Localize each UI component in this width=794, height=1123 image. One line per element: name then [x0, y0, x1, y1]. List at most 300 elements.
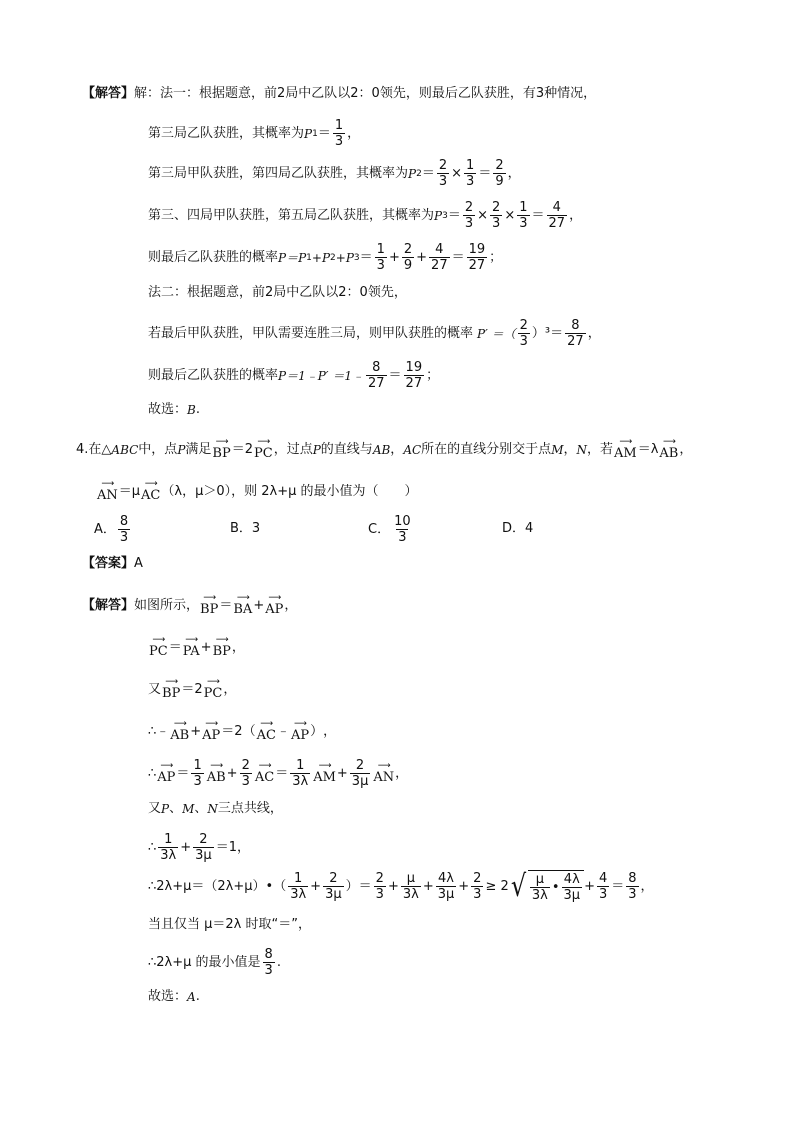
method-two-text: 法二：根据题意，前2局中乙队以2：0领先，	[148, 285, 407, 300]
vector-label: BA	[233, 602, 253, 617]
fraction	[374, 871, 386, 902]
vector-ab: ⟶ AB	[206, 761, 226, 785]
numerator: 1	[334, 118, 344, 133]
plus: +	[253, 597, 265, 613]
team-a-probability-line	[148, 318, 601, 349]
separator: 、	[169, 801, 183, 816]
solution2-line-4	[148, 720, 336, 743]
period: .	[195, 402, 200, 417]
fraction	[350, 758, 371, 789]
case-one-line	[148, 118, 360, 149]
equals: ＝	[388, 367, 402, 383]
comma: ，	[640, 878, 654, 894]
equals-two: ＝2	[231, 441, 253, 457]
equals: ＝	[611, 878, 625, 894]
total-text: 则最后乙队获胜的概率	[148, 249, 279, 265]
team-b-text: 则最后乙队获胜的概率	[148, 367, 279, 383]
plus: +	[310, 878, 322, 894]
choice-text: 故选：	[148, 989, 188, 1004]
plus: +	[584, 878, 595, 894]
denominator: 3μ	[437, 887, 455, 902]
denominator: 3	[119, 530, 129, 545]
comma: ，	[323, 723, 337, 739]
numerator: 1	[193, 758, 202, 773]
subscript: 1	[312, 128, 318, 139]
vector-label: PC	[149, 644, 168, 659]
option-b	[230, 521, 260, 537]
numerator: 1	[164, 832, 173, 847]
option-b-label: B．3	[230, 521, 261, 536]
denominator: 9	[495, 174, 504, 189]
p-prime-expr: P′ ＝（	[477, 326, 516, 341]
numerator: 1	[296, 758, 305, 773]
total-probability-line	[148, 242, 502, 273]
plus: +	[422, 878, 434, 894]
denominator: 3	[628, 887, 637, 902]
fraction	[565, 318, 586, 349]
denominator: 3	[376, 258, 385, 273]
solution2-line-10	[148, 947, 281, 978]
vector-label: AM	[313, 770, 336, 785]
vector-label: PA	[182, 644, 200, 659]
comma: ，	[223, 681, 237, 697]
period: .	[276, 954, 281, 970]
numerator: 2	[355, 758, 365, 773]
comma: ，	[569, 207, 583, 223]
denominator: 3	[241, 774, 250, 789]
vector-label: BP	[212, 446, 231, 461]
subscript: 2	[330, 252, 336, 263]
equals: ＝	[168, 639, 182, 655]
numerator: 8	[119, 514, 129, 529]
numerator: 10	[394, 514, 411, 529]
period: .	[195, 989, 200, 1004]
stem-text: 的直线与	[320, 441, 373, 457]
solution2-choice	[148, 989, 200, 1005]
vector-ap: ⟶ AP	[157, 761, 176, 785]
vector-pa: ⟶ PA	[182, 635, 200, 659]
numerator: 4	[435, 242, 444, 257]
method-two-line	[148, 285, 407, 301]
denominator: 3	[264, 963, 273, 978]
fraction	[518, 318, 530, 349]
therefore: ∴	[148, 723, 157, 739]
question-number: 4.在△	[76, 441, 112, 457]
radicand	[528, 870, 584, 903]
comma: ，	[507, 165, 521, 181]
fraction	[493, 158, 505, 189]
denominator: 3μ	[351, 774, 369, 789]
numerator: 2	[495, 158, 504, 173]
separator: 、	[194, 801, 208, 816]
subscript: 3	[442, 210, 448, 221]
numerator: 8	[264, 947, 273, 962]
numerator: 2	[403, 242, 413, 257]
denominator: 3	[193, 774, 202, 789]
stem-text: 所在的直线分别交于点	[421, 441, 552, 457]
equals: ＝	[531, 207, 545, 223]
denominator: 3	[519, 334, 528, 349]
point-n: N	[207, 802, 218, 816]
equals-two: ＝2	[181, 681, 203, 697]
vector-ap: ⟶ AP	[202, 719, 221, 743]
vector-pc: ⟶ PC	[254, 437, 273, 461]
fraction	[464, 158, 476, 189]
fraction	[366, 360, 387, 391]
expression-start: ∴2λ+μ＝（2λ+μ）•（	[148, 878, 287, 894]
fraction	[333, 118, 345, 149]
answer-value: A	[134, 556, 143, 571]
fraction	[517, 200, 529, 231]
p-symbol: P	[304, 126, 313, 141]
denominator: 3λ	[531, 888, 548, 903]
numerator: μ	[406, 871, 415, 886]
choice-answer: A	[187, 990, 196, 1004]
denominator: 3	[466, 174, 475, 189]
denominator: 3	[519, 216, 528, 231]
vector-label: AP	[265, 602, 284, 617]
fraction	[463, 200, 475, 231]
answer-line	[82, 556, 143, 572]
comma: ，	[395, 765, 409, 781]
subscript: 1	[306, 252, 312, 263]
denominator: 9	[403, 258, 413, 273]
fraction	[530, 872, 550, 903]
plus: +	[200, 639, 212, 655]
vector-am: ⟶ AM	[614, 437, 637, 461]
numerator: 2	[375, 871, 384, 886]
times: ×	[477, 207, 489, 223]
comma: ，	[679, 441, 693, 457]
equality-condition: 当且仅当 μ＝2λ 时取“＝”，	[148, 917, 311, 932]
denominator: 3	[334, 134, 344, 149]
solution2-line-9	[148, 917, 311, 933]
stem-text: 中，点	[138, 441, 178, 457]
numerator: 2	[199, 832, 208, 847]
greater-equal: ≥ 2	[485, 878, 509, 894]
numerator: 8	[372, 360, 381, 375]
point-p: P	[177, 442, 186, 457]
numerator: 8	[628, 871, 637, 886]
p-symbol: P	[321, 250, 331, 265]
text: 又	[148, 681, 162, 697]
numerator: 8	[571, 318, 580, 333]
vector-label: AN	[373, 770, 395, 785]
denominator: 27	[567, 334, 584, 349]
choice-answer: B	[187, 403, 196, 417]
vector-ac: ⟶ AC	[256, 719, 276, 743]
comma: ，	[390, 441, 404, 457]
vector-ac: ⟶ AC	[141, 479, 161, 503]
case-three-line	[148, 200, 582, 231]
denominator: 27	[431, 258, 448, 273]
denominator: 27	[548, 216, 566, 231]
choice-text: 故选：	[148, 402, 188, 417]
text: 三点共线，	[217, 801, 283, 816]
vector-label: AC	[141, 488, 161, 503]
denominator: 3	[492, 216, 501, 231]
denominator: 3	[438, 174, 448, 189]
case-three-text: 第三、四局甲队获胜，第五局乙队获胜，其概率为	[148, 207, 435, 223]
fraction	[436, 871, 457, 902]
plus: +	[180, 839, 192, 855]
numerator: 2	[464, 200, 474, 215]
solution-intro-text: 解：法一：根据题意，前2局中乙队以2：0领先，则最后乙队获胜，有3种情况，	[134, 86, 597, 101]
p-symbol: P	[408, 166, 417, 181]
equals: ＝	[219, 597, 233, 613]
vector-label: AB	[170, 728, 190, 743]
equals: ＝	[447, 207, 461, 223]
vector-bp: ⟶ BP	[162, 677, 181, 701]
denominator: 3λ	[402, 887, 419, 902]
times: ×	[504, 207, 516, 223]
equals: ＝	[317, 125, 331, 141]
radical-sign: √	[510, 868, 526, 904]
right-paren: ）	[345, 878, 359, 894]
numerator: 2	[473, 871, 482, 886]
answer-tag: 【答案】	[82, 556, 135, 571]
numerator: 4λ	[563, 872, 580, 887]
right-paren: ）	[310, 723, 324, 739]
choice-line	[148, 402, 200, 418]
fraction	[597, 871, 609, 902]
solution2-line-5	[148, 758, 408, 789]
vector-bp: ⟶ BP	[212, 437, 231, 461]
p-complement-expr: P＝1﹣P′ ＝1﹣	[278, 368, 364, 383]
equals-mu: ＝μ	[118, 483, 141, 499]
text: 又	[148, 801, 162, 816]
denominator: 27	[468, 258, 486, 273]
fraction	[402, 242, 414, 273]
equals: ＝	[358, 878, 372, 894]
case-two-line	[148, 158, 521, 189]
point-n: N	[576, 442, 587, 457]
plus: +	[387, 878, 399, 894]
comma: ，	[563, 441, 577, 457]
denominator: 3	[375, 887, 384, 902]
vector-ap: ⟶ AP	[265, 593, 284, 617]
plus: +	[458, 878, 470, 894]
fraction	[467, 242, 488, 273]
fraction	[240, 758, 252, 789]
line-ac: AC	[403, 442, 422, 457]
fraction	[471, 871, 483, 902]
fraction	[547, 200, 568, 231]
conclusion-text: ∴2λ+μ 的最小值是	[148, 954, 261, 970]
vector-label: BP	[212, 644, 231, 659]
case-two-text: 第三局甲队获胜，第四局乙队获胜，其概率为	[148, 165, 409, 181]
numerator: 4	[598, 871, 608, 886]
point-p: P	[161, 802, 170, 816]
subscript: 2	[416, 168, 422, 179]
solution2-line-3	[148, 678, 236, 701]
vector-label: AP	[290, 728, 310, 743]
numerator: 1	[376, 242, 385, 257]
plus: +	[388, 249, 400, 265]
fraction	[191, 758, 203, 789]
denominator: 3μ	[563, 888, 581, 903]
point-m: M	[182, 802, 195, 816]
point-p: P	[312, 442, 321, 457]
condition-text: （λ，μ＞0），则 2λ+μ 的最小值为（ ）	[161, 483, 418, 499]
plus: +	[336, 765, 348, 781]
semicolon: ；	[426, 367, 440, 383]
denominator: 3μ	[325, 887, 342, 902]
vector-ac: ⟶ AC	[254, 761, 275, 785]
square-root	[509, 870, 584, 903]
equals: ＝	[421, 165, 435, 181]
team-b-probability-line	[148, 360, 439, 391]
numerator: 1	[466, 158, 475, 173]
p-expr: P＝P	[278, 250, 307, 265]
fraction	[562, 872, 583, 903]
vector-label: AB	[206, 770, 226, 785]
numerator: 2	[438, 158, 448, 173]
fraction	[193, 832, 214, 863]
stem-text: ，若	[587, 441, 614, 457]
vector-label: AC	[256, 728, 276, 743]
vector-label: AP	[202, 728, 221, 743]
denominator: 27	[405, 376, 423, 391]
option-d	[502, 521, 533, 537]
plus: +	[335, 250, 346, 265]
numerator: 2	[519, 318, 528, 333]
comma: ，	[587, 325, 601, 341]
stem-text: ，过点	[273, 441, 313, 457]
vector-ab: ⟶ AB	[170, 719, 190, 743]
vector-label: AB	[659, 446, 679, 461]
numerator: 19	[468, 242, 486, 257]
vector-bp: ⟶ BP	[200, 593, 219, 617]
vector-pc: ⟶ PC	[149, 635, 168, 659]
vector-label: AC	[254, 770, 275, 785]
option-a	[94, 514, 132, 545]
plus: +	[311, 250, 322, 265]
solution2-line-7	[148, 832, 250, 863]
vector-ab: ⟶ AB	[659, 437, 679, 461]
fraction	[290, 758, 310, 789]
triangle-name: ABC	[111, 442, 139, 457]
vector-ap: ⟶ AP	[290, 719, 310, 743]
fraction	[158, 832, 178, 863]
fraction	[323, 871, 344, 902]
numerator: 2	[329, 871, 338, 886]
numerator: μ	[535, 872, 544, 887]
denominator: 3λ	[292, 774, 309, 789]
fraction	[375, 242, 387, 273]
plus: +	[190, 723, 202, 739]
question-4-condition	[96, 480, 418, 503]
fraction	[263, 947, 275, 978]
denominator: 3λ	[160, 848, 177, 863]
vector-bp: ⟶ BP	[212, 635, 231, 659]
denominator: 3	[398, 530, 407, 545]
numerator: 1	[294, 871, 303, 886]
vector-label: AP	[157, 770, 176, 785]
subscript: 3	[353, 252, 360, 263]
denominator: 3λ	[290, 887, 307, 902]
semicolon: ；	[489, 249, 503, 265]
numerator: 4λ	[438, 871, 454, 886]
fraction	[490, 200, 502, 231]
equals: ＝	[275, 765, 289, 781]
vector-pc: ⟶ PC	[203, 677, 223, 701]
plus: +	[226, 765, 238, 781]
point-m: M	[551, 442, 564, 457]
numerator: 2	[241, 758, 250, 773]
vector-label: PC	[254, 446, 273, 461]
fraction	[392, 514, 413, 545]
team-a-text: 若最后甲队获胜，甲队需要连胜三局，则甲队获胜的概率	[148, 325, 474, 341]
comma: ，	[231, 639, 245, 655]
vector-an: ⟶ AN	[97, 479, 118, 503]
equals: ＝	[478, 165, 492, 181]
question-4-stem	[76, 438, 692, 461]
vector-label: BP	[200, 602, 219, 617]
equals-lambda: ＝λ	[637, 441, 659, 457]
option-c-label: C．	[368, 521, 391, 537]
therefore: ∴	[148, 765, 157, 781]
equals: ＝	[359, 249, 373, 265]
dot: •	[551, 879, 560, 895]
equals: ＝	[451, 249, 465, 265]
fraction	[118, 514, 130, 545]
denominator: 3	[473, 887, 482, 902]
stem-text: 满足	[185, 441, 212, 457]
denominator: 3μ	[195, 848, 212, 863]
minus: ﹣	[156, 723, 170, 739]
vector-label: AM	[614, 446, 637, 461]
numerator: 19	[405, 360, 423, 375]
plus: +	[416, 249, 428, 265]
solution2-line-2	[148, 636, 245, 659]
cube-expr: ）³＝	[531, 325, 564, 341]
option-c	[368, 514, 415, 545]
option-a-label: A．	[94, 521, 116, 537]
numerator: 1	[519, 200, 528, 215]
numerator: 4	[552, 200, 561, 215]
denominator: 3	[464, 216, 474, 231]
fraction	[288, 871, 308, 902]
solution-intro-line	[82, 86, 596, 102]
denominator: 3	[598, 887, 608, 902]
fraction	[404, 360, 425, 391]
equals-one: ＝1，	[215, 839, 250, 855]
solution-tag: 【解答】	[82, 597, 135, 613]
vector-label: AN	[97, 488, 118, 503]
times: ×	[451, 165, 463, 181]
solution2-line-8	[148, 870, 654, 903]
vector-label: PC	[203, 686, 223, 701]
equals-two-paren: ＝2（	[221, 723, 256, 739]
vector-ba: ⟶ BA	[233, 593, 253, 617]
comma: ，	[347, 125, 361, 141]
solution2-line-6	[148, 801, 283, 817]
comma: ，	[284, 597, 298, 613]
fraction	[429, 242, 450, 273]
fraction	[626, 871, 638, 902]
p-symbol: P	[434, 208, 443, 223]
fraction	[437, 158, 449, 189]
solution2-line-1	[82, 594, 297, 617]
case-one-text: 第三局乙队获胜，其概率为	[148, 125, 305, 141]
vector-label: BP	[162, 686, 181, 701]
line-ab: AB	[372, 442, 391, 457]
equals: ＝	[176, 765, 190, 781]
option-d-label: D．4	[502, 521, 534, 536]
p-symbol: P	[345, 250, 354, 265]
solution-text: 如图所示，	[134, 597, 200, 613]
